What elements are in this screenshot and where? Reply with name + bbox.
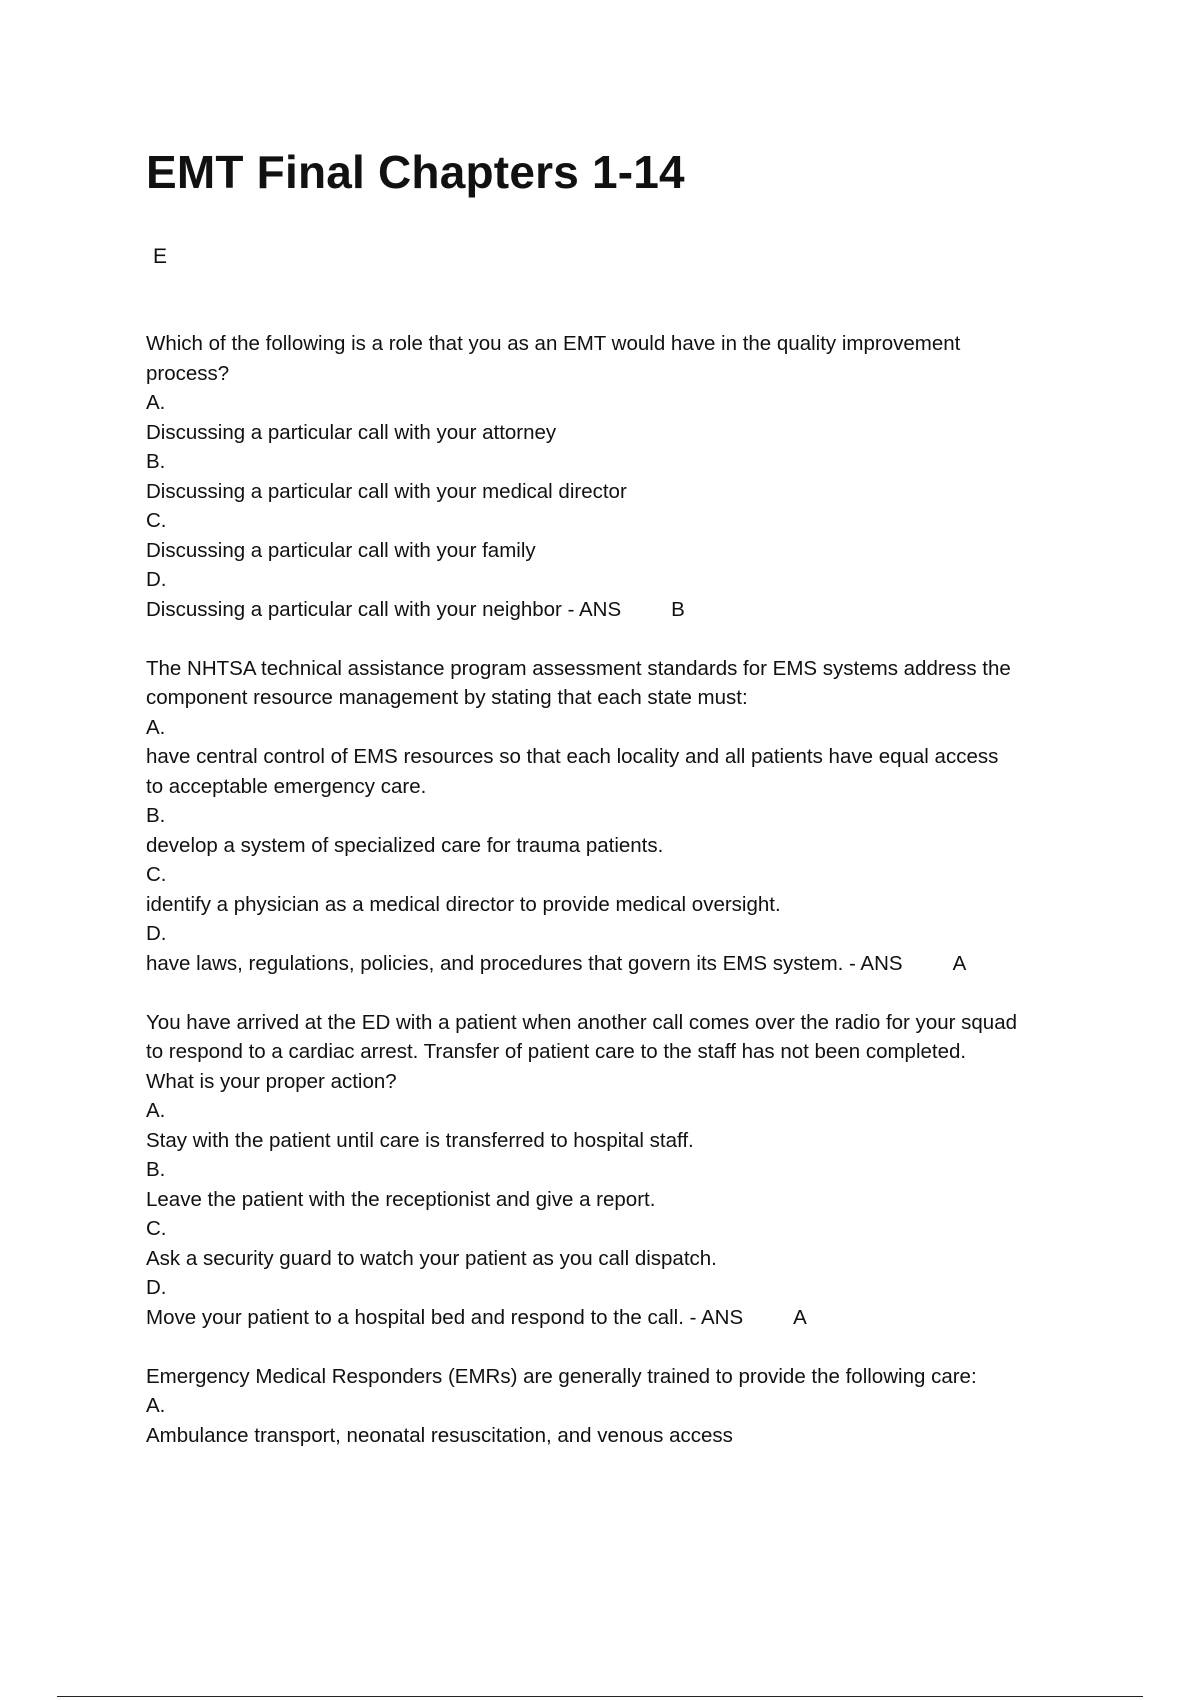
answer-key: B [671, 597, 685, 621]
option-line [146, 1126, 1096, 1156]
footer-divider [57, 1696, 1143, 1697]
question-text: process? [146, 361, 230, 385]
option-line [146, 742, 1096, 772]
option-text: Stay with the patient until care is transferred to hospital staff. [146, 1128, 694, 1152]
option-line [146, 1303, 1096, 1333]
question-text: Emergency Medical Responders (EMRs) are generally trained to provide the following care: [146, 1364, 977, 1388]
option-line [146, 1244, 1096, 1274]
option-text: Discussing a particular call with your medical director [146, 479, 627, 503]
option-line [146, 1421, 1096, 1451]
question-text: component resource management by stating that each state must: [146, 686, 748, 709]
option-text: identify a physician as a medical director to provide medical oversight. [146, 892, 781, 916]
option-letter: D. [146, 568, 167, 591]
option-letter: C. [146, 863, 167, 886]
option-letter: B. [146, 804, 166, 827]
option-text: Move your patient to a hospital bed and respond to the call. - ANS [146, 1305, 744, 1329]
option-letter: A. [146, 715, 166, 739]
option-line [146, 772, 1096, 802]
question-list [146, 329, 1096, 1480]
option-line [146, 831, 1096, 861]
option-letter: C. [146, 1217, 167, 1240]
option-text: have central control of EMS resources so that each locality and all patients have equal access [146, 745, 999, 768]
option-letter: A. [146, 391, 166, 414]
option-text: Ask a security guard to watch your patient as you call dispatch. [146, 1246, 717, 1270]
question-text: Which of the following is a role that you as an EMT would have in the quality improvement [146, 332, 961, 355]
option-letter: B. [146, 1158, 166, 1181]
option-text: Discussing a particular call with your family [146, 538, 536, 562]
option-line [146, 595, 1096, 625]
document-subtitle: E [153, 245, 168, 268]
document-title: EMT Final Chapters 1-14 [146, 146, 685, 198]
answer-key: A [793, 1305, 807, 1329]
option-text: Discussing a particular call with your neighbor - ANS [146, 597, 622, 621]
option-text: Leave the patient with the receptionist and give a report. [146, 1187, 656, 1211]
question-text: The NHTSA technical assistance program assessment standards for EMS systems address the [146, 656, 1011, 680]
answer-key: A [952, 951, 967, 975]
question-block [146, 1008, 1096, 1333]
question-block [146, 1362, 1096, 1451]
question-text: You have arrived at the ED with a patient when another call comes over the radio for your squad [146, 1010, 1017, 1034]
option-line [146, 477, 1096, 507]
question-text: What is your proper action? [146, 1069, 397, 1093]
option-line [146, 949, 1096, 979]
option-letter: A. [146, 1099, 166, 1122]
question-text: to respond to a cardiac arrest. Transfer of patient care to the staff has not been completed. [146, 1040, 967, 1063]
question-block [146, 654, 1096, 979]
option-letter: D. [146, 922, 167, 945]
option-text: to acceptable emergency care. [146, 774, 427, 798]
option-text: Discussing a particular call with your attorney [146, 420, 557, 444]
option-text: Ambulance transport, neonatal resuscitation, and venous access [146, 1423, 733, 1447]
option-line [146, 418, 1096, 448]
option-line [146, 890, 1096, 920]
option-line [146, 1185, 1096, 1215]
option-line [146, 536, 1096, 566]
question-block [146, 329, 1096, 624]
option-letter: A. [146, 1394, 166, 1417]
option-text: have laws, regulations, policies, and procedures that govern its EMS system. - ANS [146, 951, 903, 975]
option-letter: C. [146, 509, 167, 532]
option-letter: B. [146, 450, 166, 473]
option-text: develop a system of specialized care for trauma patients. [146, 833, 664, 857]
option-letter: D. [146, 1276, 167, 1299]
